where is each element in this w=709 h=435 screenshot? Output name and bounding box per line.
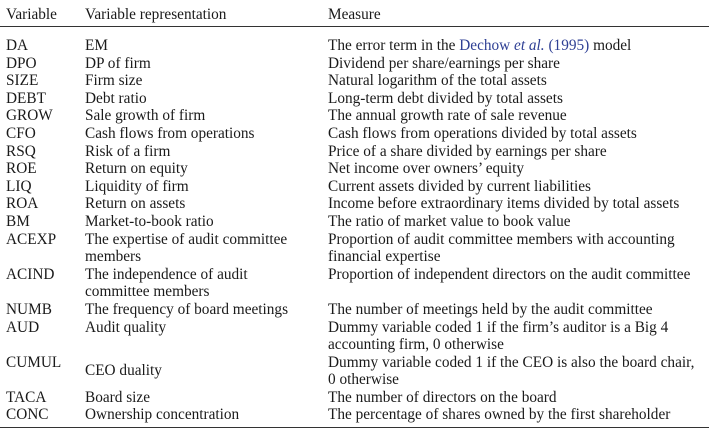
cell-measure [328, 354, 709, 389]
cell-representation: Debt ratio [85, 89, 147, 107]
table-row [0, 178, 709, 196]
table-row [0, 389, 709, 407]
cell-representation: EM [85, 37, 108, 54]
table-row [0, 55, 709, 73]
cell-representation [85, 266, 328, 301]
cell-line: accounting firm, 0 otherwise [328, 336, 504, 354]
cell-measure: Price of a share divided by earnings per share [328, 142, 607, 160]
table-row [0, 72, 709, 90]
cell-variable: GROW [6, 107, 53, 125]
cell-line: Proportion of independent directors on the audit committee [328, 265, 691, 283]
table-row [0, 406, 709, 427]
cell-line: Proportion of audit committee members with accounting [328, 230, 675, 248]
cell-variable: CUMUL [6, 353, 62, 371]
cell-variable: AUD [6, 318, 40, 336]
cell-variable: DA [6, 37, 29, 54]
cell-representation: Market-to-book ratio [85, 212, 214, 230]
cell-measure: Cash flows from operations divided by total assets [328, 124, 637, 142]
cell-representation: Audit quality [85, 318, 167, 336]
citation-year: (1995) [544, 37, 590, 54]
cell-line: Dummy variable coded 1 if the CEO is also the board chair, [328, 353, 695, 371]
cell-variable: ROA [6, 195, 39, 213]
cell-measure [328, 231, 709, 266]
cell-measure [328, 27, 709, 55]
cell-measure: The number of directors on the board [328, 388, 557, 406]
table-row [0, 354, 709, 389]
cell-line: The independence of audit [85, 265, 248, 283]
cell-line: financial expertise [328, 248, 441, 266]
cell-variable: CONC [6, 406, 49, 424]
citation-author: Dechow [459, 37, 515, 54]
cell-variable: BM [6, 212, 30, 230]
measure-text-prefix: The error term in the [328, 37, 460, 54]
cell-representation: CEO duality [85, 362, 162, 380]
table-row [0, 27, 709, 55]
table-row [0, 319, 709, 354]
table-row [0, 213, 709, 231]
table-row [0, 231, 709, 266]
measure-text-suffix: model [589, 37, 632, 54]
cell-measure: Long-term debt divided by total assets [328, 89, 563, 107]
cell-representation: Liquidity of firm [85, 177, 189, 195]
cell-variable: LIQ [6, 177, 32, 195]
cell-measure: Current assets divided by current liabilities [328, 177, 591, 195]
cell-measure: The percentage of shares owned by the first shareholder [328, 406, 671, 424]
cell-representation: Return on equity [85, 160, 188, 178]
cell-line: committee members [85, 283, 210, 301]
cell-variable: DPO [6, 54, 37, 72]
cell-measure: Net income over owners’ equity [328, 160, 524, 178]
cell-measure: Dividend per share/earnings per share [328, 54, 560, 72]
cell-measure: Income before extraordinary items divided by total assets [328, 195, 680, 213]
cell-measure: Natural logarithm of the total assets [328, 72, 547, 90]
citation-etal: et al. [514, 37, 545, 54]
cell-line: members [85, 248, 142, 266]
cell-measure: The ratio of market value to book value [328, 212, 571, 230]
cell-variable: ACIND [6, 265, 55, 283]
cell-representation [85, 231, 328, 266]
cell-variable: ACEXP [6, 230, 57, 248]
cell-variable: SIZE [6, 72, 39, 90]
table-row [0, 90, 709, 108]
cell-representation: Cash flows from operations [85, 124, 255, 142]
cell-measure [328, 266, 709, 301]
table-row [0, 195, 709, 213]
cell-representation: Sale growth of firm [85, 107, 206, 125]
cell-measure: The annual growth rate of sale revenue [328, 107, 567, 125]
cell-line: The expertise of audit committee [85, 230, 288, 248]
table-row [0, 125, 709, 143]
cell-representation: Return on assets [85, 195, 186, 213]
cell-line: Dummy variable coded 1 if the firm’s auditor is a Big 4 [328, 318, 669, 336]
cell-variable: TACA [6, 388, 47, 406]
cell-measure: The number of meetings held by the audit committee [328, 300, 653, 318]
cell-variable: RSQ [6, 142, 36, 160]
cell-representation: DP of firm [85, 54, 151, 72]
cell-variable: DEBT [6, 89, 46, 107]
cell-representation: Firm size [85, 72, 143, 90]
table-row [0, 160, 709, 178]
table-row [0, 301, 709, 319]
cell-measure [328, 319, 709, 354]
cell-variable: NUMB [6, 300, 52, 318]
table-row [0, 143, 709, 161]
cell-variable: ROE [6, 160, 37, 178]
header-representation: Variable representation [85, 6, 227, 23]
cell-representation: The frequency of board meetings [85, 300, 289, 318]
cell-representation: Ownership concentration [85, 406, 240, 424]
cell-variable: CFO [6, 124, 36, 142]
table-row [0, 266, 709, 301]
citation-link[interactable] [459, 37, 589, 54]
table-header-row [0, 0, 709, 27]
header-variable: Variable [6, 6, 57, 23]
table-row [0, 107, 709, 125]
cell-line: 0 otherwise [328, 371, 399, 389]
header-measure: Measure [328, 6, 381, 23]
cell-representation: Risk of a firm [85, 142, 171, 160]
cell-representation: Board size [85, 388, 150, 406]
